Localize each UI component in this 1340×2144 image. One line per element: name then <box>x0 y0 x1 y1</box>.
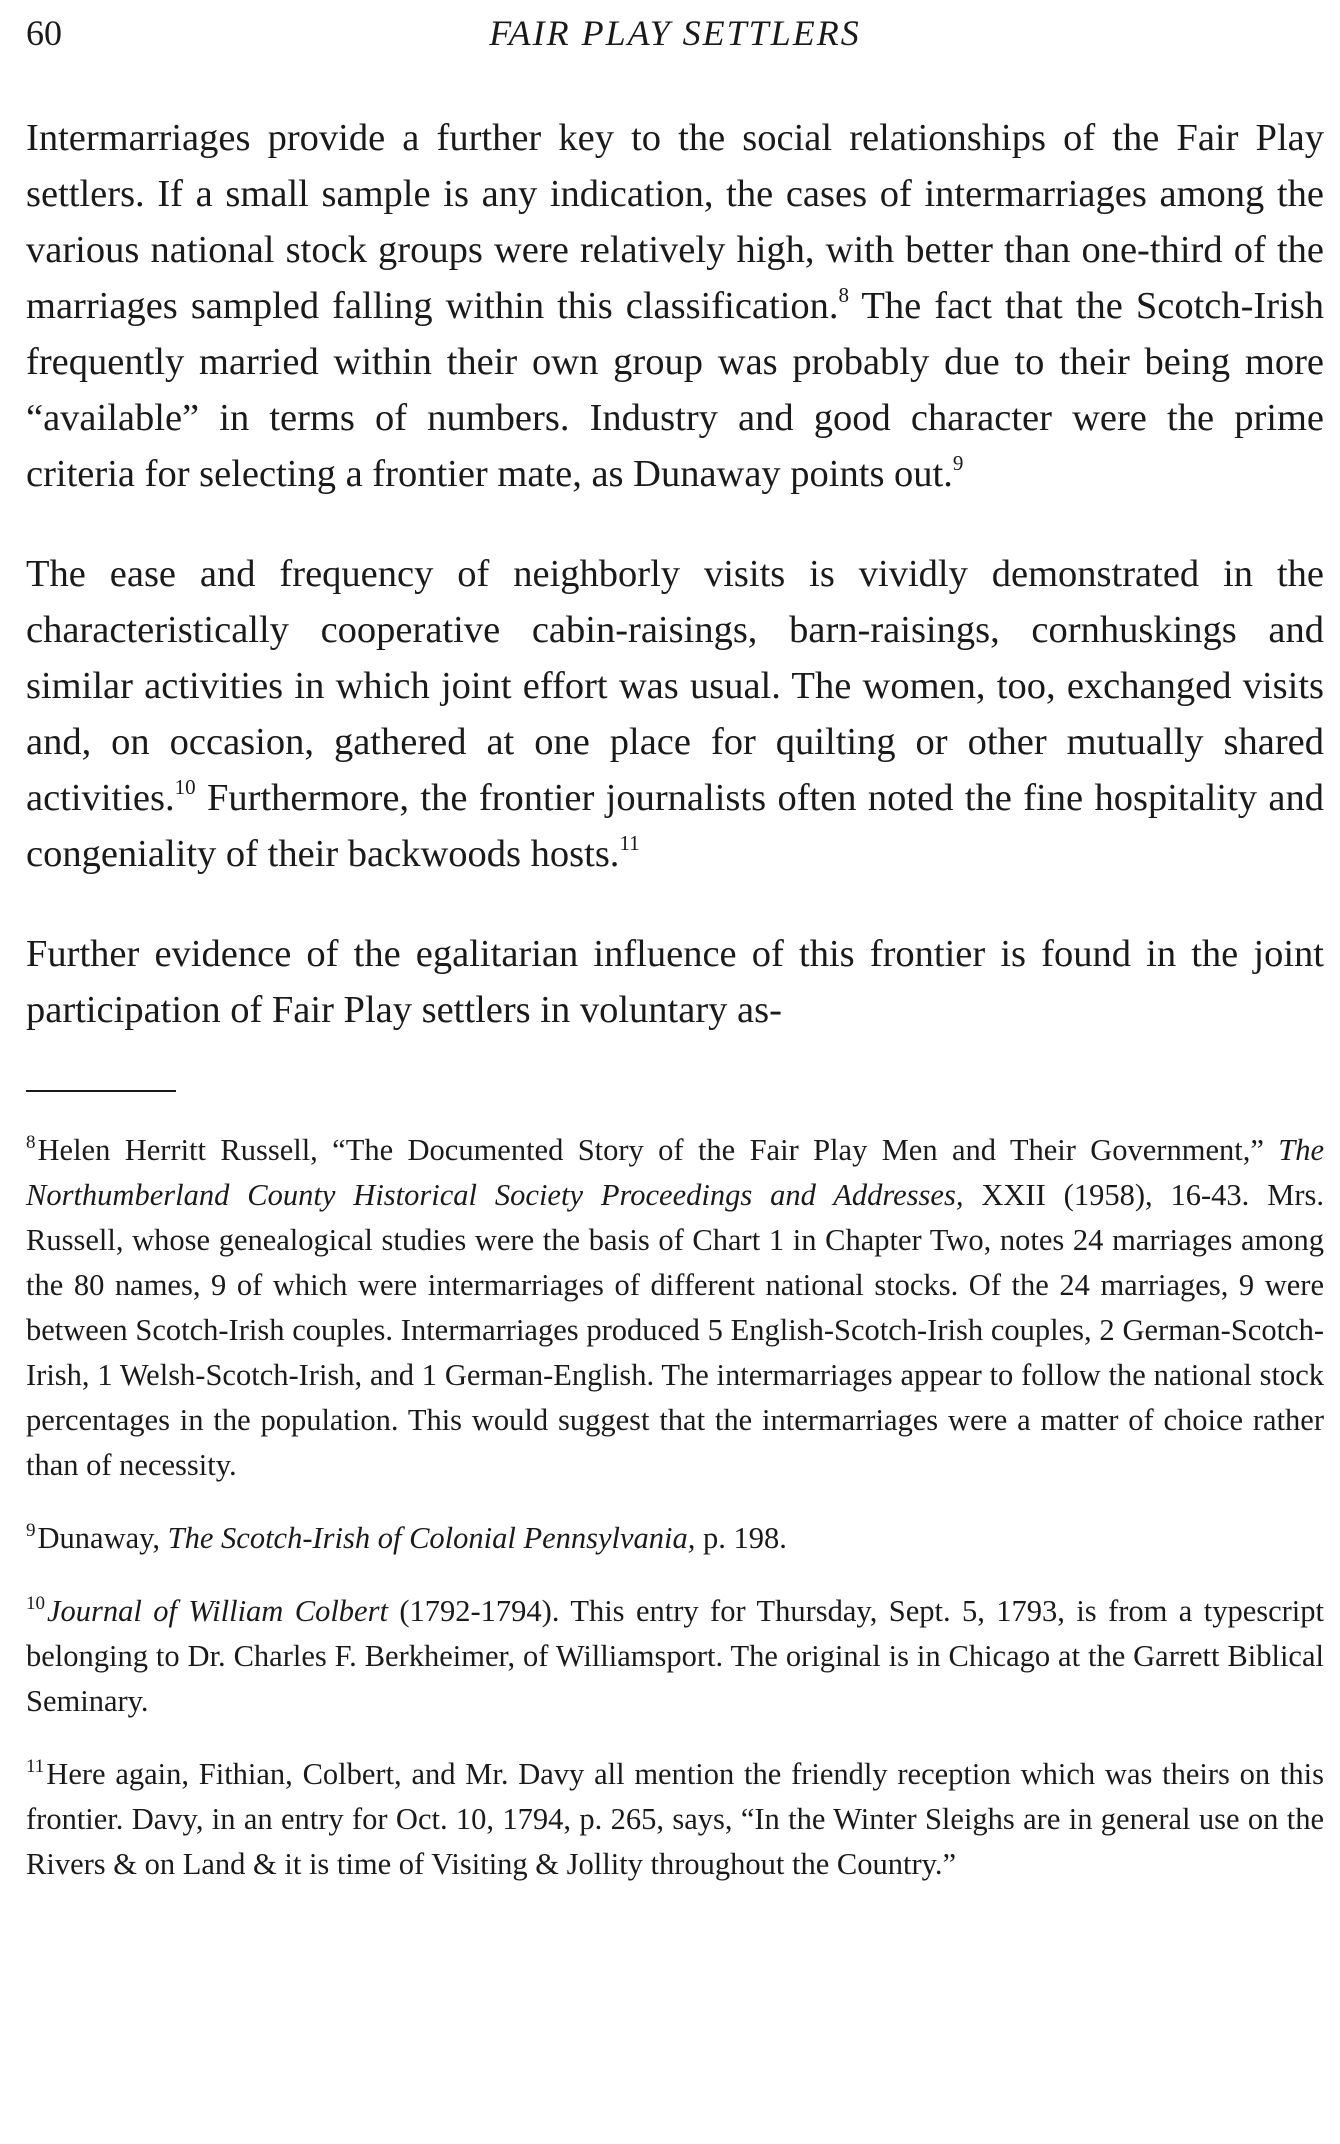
footnote-11 <box>26 1744 1324 1887</box>
running-head: FAIR PLAY SETTLERS <box>489 13 861 53</box>
footnote-title: The Northumberland County Historical Society Proceedings and Addresses, <box>26 1133 1324 1212</box>
footnote-ref-9[interactable]: 9 <box>952 451 964 475</box>
footnote-text: p. 198. <box>695 1521 787 1555</box>
footnote-text: Helen Herritt Russell, “The Documented Story of the Fair Play Men and Their Government,” <box>37 1133 1279 1167</box>
footnote-title: Journal of William Colbert <box>47 1594 388 1628</box>
page-number: 60 <box>26 13 62 53</box>
paragraph-egalitarian: Further evidence of the egalitarian influence of this frontier is found in the joint participation of Fair Play settlers in voluntary as- <box>26 933 1324 1031</box>
footnote-ref-8[interactable]: 8 <box>838 283 850 307</box>
footnote-number: 8 <box>26 1132 36 1153</box>
page-header <box>26 12 1324 56</box>
footnote-ref-11[interactable]: 11 <box>619 831 640 855</box>
footnote-text: (1792-1794). This entry for Thursday, Sept. 5, 1793, is from a typescript belonging to Dr. Charles F. Berkheimer, of Williamsport. The original is in Chicago at the Garrett Biblical Seminary. <box>26 1594 1325 1718</box>
footnote-number: 11 <box>26 1756 45 1777</box>
footnotes <box>26 1120 1324 1887</box>
paragraph-text: The fact that the Scotch-Irish frequently married within their own group was probably due to their being more “available” in terms of numbers. Industry and good character were the prime criteria for selecting a frontier mate, as Dunaway points out. <box>26 285 1324 495</box>
footnote-number: 9 <box>26 1520 36 1541</box>
paragraph-text: The ease and frequency of neighborly visits is vividly demonstrated in the characteristically cooperative cabin-raisings, barn-raisings, cornhuskings and similar activities in which joint effort was usual. The women, too, exchanged visits and, on occasion, gathered at one place for quilting or other mutually shared activities. <box>26 553 1324 819</box>
footnote-number: 10 <box>26 1593 45 1614</box>
paragraph-text: Intermarriages provide a further key to the social relationships of the Fair Play settlers. If a small sample is any indication, the cases of intermarriages among the various national stock groups were relatively high, with better than one-third of the marriages sampled falling within this classification. <box>26 117 1324 327</box>
body-text <box>26 110 1324 1038</box>
footnote-text: Here again, Fithian, Colbert, and Mr. Davy all mention the friendly reception which was theirs on this frontier. Davy, in an entry for Oct. 10, 1794, p. 265, says, “In the Winter Sleighs are in general use on the Rivers & on Land & it is time of Visiting & Jollity throughout the Country.” <box>26 1757 1324 1881</box>
footnote-text: Dunaway, <box>37 1521 168 1555</box>
paragraph-intermarriages <box>26 110 1324 502</box>
paragraph-neighborly-visits <box>26 546 1324 882</box>
footnote-title: The Scotch-Irish of Colonial Pennsylvania, <box>167 1521 696 1555</box>
footnote-text: XXII (1958), 16-43. Mrs. Russell, whose genealogical studies were the basis of Chart 1 in Chapter Two, notes 24 marriages among the 80 names, 9 of which were intermarriages of different national stocks. Of the 24 marriages, 9 were between Scotch-Irish couples. Intermarriages produced 5 English-Scotch-Irish couples, 2 German-Scotch-Irish, 1 Welsh-Scotch-Irish, and 1 German-English. The intermarriages appear to follow the national stock percentages in the population. This would suggest that the intermarriages were a matter of choice rather than of necessity. <box>26 1178 1325 1482</box>
footnote-divider <box>26 1090 176 1092</box>
footnote-ref-10[interactable]: 10 <box>174 775 196 799</box>
footnote-9 <box>26 1508 1324 1561</box>
book-page <box>26 12 1324 1907</box>
footnote-8 <box>26 1120 1324 1488</box>
footnote-10 <box>26 1581 1324 1724</box>
paragraph-text: Furthermore, the frontier journalists often noted the fine hospitality and congeniality of their backwoods hosts. <box>26 777 1324 875</box>
